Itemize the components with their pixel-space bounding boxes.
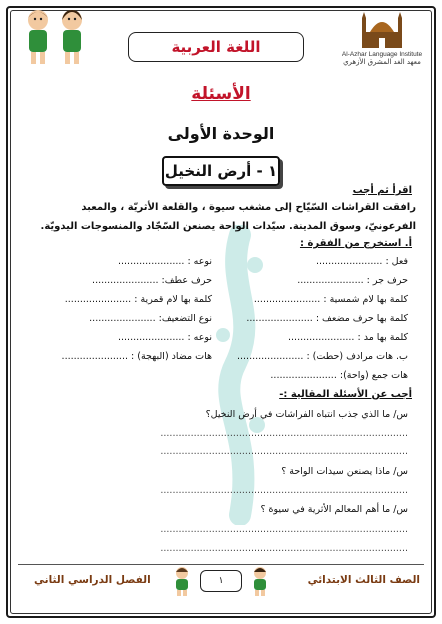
row-4-left: نوع التضعيف: ......................: [89, 313, 212, 324]
row-1-right: فعل : ......................: [315, 256, 408, 267]
footer-divider: [18, 564, 424, 565]
reading-paragraph: رافقت القراشات السّيّاح إلى مشغب سيوة ، والقلعة الأثريّة ، والمعبد الفرعونيّ، وسوق المدينة. سيّدات الواحة يصنعن السّجّاد والمنسوجات اليدويّة.: [40, 202, 416, 232]
children-illustration-icon: [246, 566, 274, 596]
grade-label: الصف الثالث الابتدائي: [307, 574, 420, 586]
children-illustration-icon: [168, 566, 196, 596]
row-2-left: حرف عطف: ......................: [92, 275, 212, 286]
read-heading: اقرأ ثم أجب: [352, 185, 412, 196]
answer-line: ..................................................................................: [160, 446, 408, 457]
essay-question-1: س/ ما الذي جذب انتباه الفراشات في أرض النخيل؟: [205, 409, 408, 420]
questions-title: الأسئلة: [191, 84, 251, 104]
essay-heading: أجب عن الأسئلة المقالية :-: [279, 389, 412, 400]
answer-line: ..................................................................................: [160, 543, 408, 554]
plural-question: هات جمع (واحة): ......................: [270, 370, 408, 381]
subject-box: [128, 32, 304, 62]
page-number: ١: [200, 570, 242, 592]
row-2-right: حرف جر : ......................: [297, 275, 408, 286]
mosque-emblem-icon: [360, 8, 404, 50]
row-3-right: كلمة بها لام شمسية : ......................: [253, 294, 408, 305]
opposite-question: هات مضاد (البهجة) : ......................: [61, 351, 212, 362]
synonym-question: ب. هات مرادف (حطت) : ......................: [236, 351, 408, 362]
subject-title: اللغة العربية: [171, 38, 261, 56]
institute-name-ar: معهد الغد المشرق الأزهري: [343, 58, 421, 66]
term-label: الفصل الدراسي الثاني: [34, 574, 151, 586]
watermark-icon: [205, 225, 275, 525]
section-a-heading: أ. استخرج من الفقرة :: [299, 238, 412, 249]
essay-question-3: س/ ما أهم المعالم الأثرية في سيوة ؟: [260, 504, 408, 515]
answer-line: ..................................................................................: [160, 428, 408, 439]
institute-name-en: Al-Azhar Language Institute: [341, 51, 423, 58]
unit-title: الوحدة الأولى: [167, 124, 275, 143]
row-5-right: كلمة بها مد : ......................: [288, 332, 408, 343]
answer-line: ..................................................................................: [160, 485, 408, 496]
institute-logo: [330, 8, 434, 74]
essay-question-2: س/ ماذا يصنعن سيدات الواحة ؟: [281, 466, 408, 477]
lesson-title-box: [162, 156, 280, 186]
lesson-title: ١ - أرض النخيل: [164, 162, 278, 180]
children-illustration-icon: [14, 4, 98, 68]
row-1-left: نوعه : ......................: [117, 256, 212, 267]
row-4-right: كلمة بها حرف مضعف : ......................: [246, 313, 408, 324]
row-3-left: كلمة بها لام قمرية : ......................: [64, 294, 212, 305]
row-5-left: نوعه : ......................: [117, 332, 212, 343]
answer-line: ..................................................................................: [160, 524, 408, 535]
